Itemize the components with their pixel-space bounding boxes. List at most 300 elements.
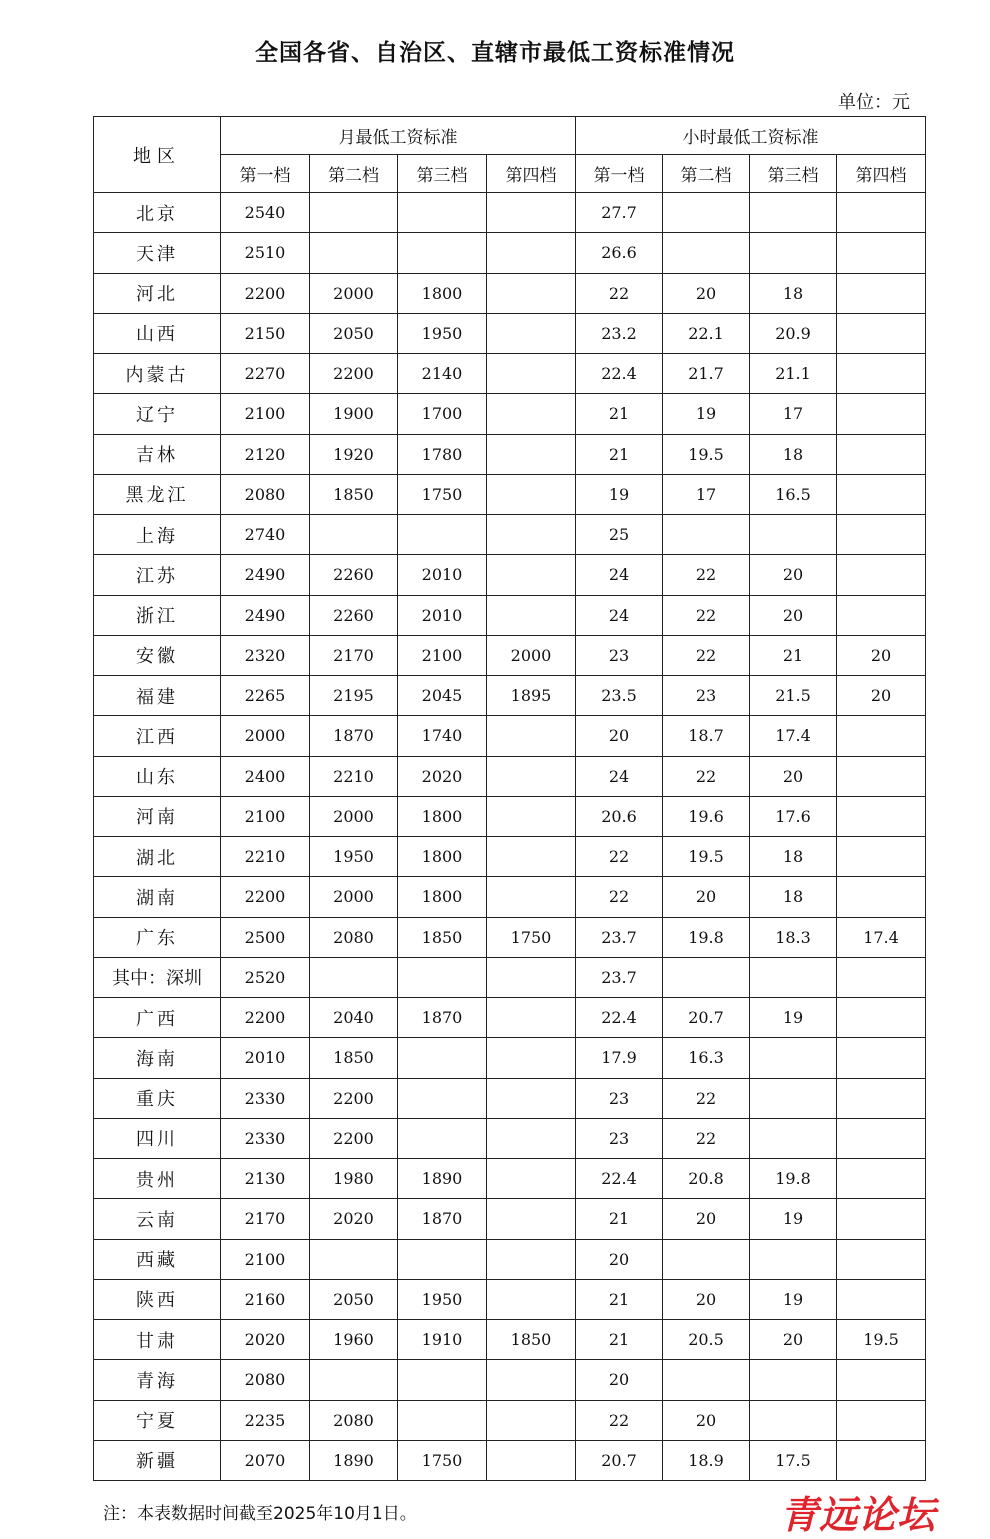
hourly-tier-4-cell <box>837 193 926 233</box>
hourly-tier-3-cell: 20.9 <box>750 313 837 353</box>
hourly-tier-4-cell <box>837 1118 926 1158</box>
hourly-tier-2-cell: 20 <box>663 1279 750 1319</box>
hourly-tier-4-cell <box>837 1279 926 1319</box>
monthly-tier-3-cell: 1890 <box>398 1159 487 1199</box>
monthly-tier-2-cell: 2260 <box>310 595 398 635</box>
hourly-tier-4-header: 第四档 <box>837 155 926 193</box>
monthly-tier-4-cell <box>487 1279 576 1319</box>
hourly-tier-2-cell <box>663 233 750 273</box>
monthly-tier-1-cell: 2400 <box>221 756 310 796</box>
hourly-tier-4-cell <box>837 756 926 796</box>
hourly-tier-2-cell: 23 <box>663 676 750 716</box>
table-row <box>94 313 926 353</box>
hourly-tier-2-cell <box>663 1239 750 1279</box>
hourly-tier-3-cell <box>750 1239 837 1279</box>
monthly-tier-2-cell: 2000 <box>310 796 398 836</box>
hourly-tier-3-cell <box>750 957 837 997</box>
hourly-tier-4-cell <box>837 957 926 997</box>
monthly-tier-1-cell: 2500 <box>221 917 310 957</box>
monthly-tier-1-cell: 2330 <box>221 1078 310 1118</box>
table-row <box>94 354 926 394</box>
monthly-tier-1-cell: 2100 <box>221 796 310 836</box>
hourly-tier-4-cell <box>837 1199 926 1239</box>
hourly-tier-1-cell: 23.5 <box>576 676 663 716</box>
hourly-tier-2-cell <box>663 193 750 233</box>
table-row <box>94 555 926 595</box>
monthly-tier-1-header: 第一档 <box>221 155 310 193</box>
table-row <box>94 273 926 313</box>
monthly-tier-4-cell <box>487 1239 576 1279</box>
hourly-tier-1-cell: 17.9 <box>576 1038 663 1078</box>
table-row <box>94 1078 926 1118</box>
monthly-tier-2-cell: 2020 <box>310 1199 398 1239</box>
hourly-tier-1-cell: 24 <box>576 555 663 595</box>
monthly-tier-4-cell <box>487 1038 576 1078</box>
hourly-tier-4-cell <box>837 1239 926 1279</box>
hourly-tier-3-cell: 17.5 <box>750 1440 837 1480</box>
region-cell: 西藏 <box>94 1239 221 1279</box>
hourly-tier-2-cell: 20 <box>663 1400 750 1440</box>
hourly-tier-1-cell: 20.6 <box>576 796 663 836</box>
hourly-tier-1-cell: 23 <box>576 1078 663 1118</box>
monthly-tier-1-cell: 2520 <box>221 957 310 997</box>
hourly-tier-4-cell <box>837 434 926 474</box>
monthly-tier-1-cell: 2100 <box>221 1239 310 1279</box>
page-title: 全国各省、自治区、直辖市最低工资标准情况 <box>255 40 735 66</box>
region-cell: 陕西 <box>94 1279 221 1319</box>
footnote: 注：本表数据时间截至2025年10月1日。 <box>103 1504 417 1524</box>
monthly-tier-4-cell <box>487 1360 576 1400</box>
hourly-tier-3-cell: 19 <box>750 1199 837 1239</box>
hourly-tier-4-cell <box>837 354 926 394</box>
hourly-tier-4-cell <box>837 394 926 434</box>
hourly-tier-4-cell <box>837 1078 926 1118</box>
monthly-tier-3-cell: 2020 <box>398 756 487 796</box>
hourly-tier-2-cell: 18.7 <box>663 716 750 756</box>
hourly-tier-3-cell: 21.5 <box>750 676 837 716</box>
hourly-tier-4-cell <box>837 515 926 555</box>
hourly-tier-4-cell <box>837 474 926 514</box>
monthly-tier-1-cell: 2160 <box>221 1279 310 1319</box>
hourly-tier-1-cell: 21 <box>576 394 663 434</box>
region-cell: 江苏 <box>94 555 221 595</box>
hourly-tier-2-cell: 20 <box>663 877 750 917</box>
table-row <box>94 917 926 957</box>
monthly-tier-1-cell: 2070 <box>221 1440 310 1480</box>
hourly-tier-3-cell <box>750 1078 837 1118</box>
monthly-tier-2-cell: 2050 <box>310 313 398 353</box>
region-cell: 广西 <box>94 998 221 1038</box>
hourly-tier-4-cell <box>837 1440 926 1480</box>
monthly-tier-1-cell: 2265 <box>221 676 310 716</box>
hourly-tier-3-cell <box>750 233 837 273</box>
hourly-tier-1-cell: 22.4 <box>576 354 663 394</box>
hourly-tier-1-cell: 24 <box>576 756 663 796</box>
hourly-tier-4-cell <box>837 998 926 1038</box>
table-row <box>94 676 926 716</box>
monthly-tier-4-header: 第四档 <box>487 155 576 193</box>
monthly-tier-4-cell <box>487 555 576 595</box>
monthly-tier-4-cell <box>487 756 576 796</box>
monthly-tier-1-cell: 2200 <box>221 998 310 1038</box>
hourly-tier-3-cell: 18 <box>750 434 837 474</box>
hourly-tier-4-cell: 20 <box>837 676 926 716</box>
monthly-tier-3-cell <box>398 1239 487 1279</box>
table-row <box>94 716 926 756</box>
hourly-tier-1-cell: 22 <box>576 877 663 917</box>
table-row <box>94 1440 926 1480</box>
hourly-tier-4-cell <box>837 313 926 353</box>
region-cell: 天津 <box>94 233 221 273</box>
monthly-tier-2-cell: 1870 <box>310 716 398 756</box>
monthly-tier-1-cell: 2000 <box>221 716 310 756</box>
monthly-tier-4-cell <box>487 1118 576 1158</box>
table-row <box>94 233 926 273</box>
hourly-tier-1-cell: 22 <box>576 1400 663 1440</box>
hourly-tier-2-cell: 19.5 <box>663 434 750 474</box>
monthly-tier-1-cell: 2200 <box>221 273 310 313</box>
monthly-tier-4-cell <box>487 877 576 917</box>
monthly-tier-2-cell: 2195 <box>310 676 398 716</box>
monthly-tier-4-cell: 2000 <box>487 635 576 675</box>
hourly-tier-4-cell <box>837 1038 926 1078</box>
monthly-tier-2-cell: 2080 <box>310 1400 398 1440</box>
hourly-tier-1-cell: 21 <box>576 1320 663 1360</box>
monthly-tier-1-cell: 2200 <box>221 877 310 917</box>
monthly-tier-2-cell: 1900 <box>310 394 398 434</box>
hourly-tier-3-cell: 17.4 <box>750 716 837 756</box>
monthly-tier-2-cell: 2260 <box>310 555 398 595</box>
region-cell: 江西 <box>94 716 221 756</box>
monthly-tier-3-cell: 1870 <box>398 998 487 1038</box>
hourly-tier-1-cell: 25 <box>576 515 663 555</box>
region-cell: 黑龙江 <box>94 474 221 514</box>
monthly-tier-2-cell: 2040 <box>310 998 398 1038</box>
monthly-tier-2-cell: 2210 <box>310 756 398 796</box>
region-cell: 贵州 <box>94 1159 221 1199</box>
hourly-tier-4-cell <box>837 796 926 836</box>
table-row <box>94 1400 926 1440</box>
region-cell: 新疆 <box>94 1440 221 1480</box>
monthly-tier-3-cell: 1700 <box>398 394 487 434</box>
monthly-tier-1-cell: 2100 <box>221 394 310 434</box>
monthly-tier-2-cell <box>310 193 398 233</box>
region-cell: 山东 <box>94 756 221 796</box>
hourly-tier-2-cell: 17 <box>663 474 750 514</box>
hourly-tier-2-cell: 22 <box>663 756 750 796</box>
monthly-tier-2-cell <box>310 1360 398 1400</box>
monthly-tier-2-header: 第二档 <box>310 155 398 193</box>
monthly-tier-2-cell: 2170 <box>310 635 398 675</box>
hourly-tier-4-cell <box>837 1159 926 1199</box>
monthly-tier-1-cell: 2130 <box>221 1159 310 1199</box>
monthly-tier-4-cell <box>487 233 576 273</box>
table-row <box>94 434 926 474</box>
hourly-tier-3-cell <box>750 515 837 555</box>
monthly-tier-1-cell: 2020 <box>221 1320 310 1360</box>
monthly-tier-3-cell: 2100 <box>398 635 487 675</box>
monthly-tier-3-cell <box>398 1400 487 1440</box>
monthly-tier-1-cell: 2235 <box>221 1400 310 1440</box>
hourly-tier-4-cell <box>837 233 926 273</box>
hourly-tier-1-cell: 19 <box>576 474 663 514</box>
table-row <box>94 837 926 877</box>
region-cell: 吉林 <box>94 434 221 474</box>
hourly-tier-1-cell: 23.7 <box>576 957 663 997</box>
monthly-tier-3-cell: 2010 <box>398 595 487 635</box>
monthly-tier-4-cell <box>487 474 576 514</box>
hourly-tier-4-cell <box>837 273 926 313</box>
monthly-tier-4-cell <box>487 193 576 233</box>
region-cell: 青海 <box>94 1360 221 1400</box>
monthly-tier-4-cell <box>487 394 576 434</box>
monthly-tier-1-cell: 2320 <box>221 635 310 675</box>
hourly-tier-2-cell: 22 <box>663 595 750 635</box>
hourly-tier-1-cell: 22 <box>576 837 663 877</box>
monthly-tier-3-cell <box>398 515 487 555</box>
region-cell: 重庆 <box>94 1078 221 1118</box>
monthly-tier-1-cell: 2080 <box>221 1360 310 1400</box>
table-row <box>94 474 926 514</box>
monthly-tier-3-cell <box>398 1118 487 1158</box>
table-row <box>94 756 926 796</box>
region-cell: 上海 <box>94 515 221 555</box>
hourly-tier-3-cell: 18.3 <box>750 917 837 957</box>
region-cell: 福建 <box>94 676 221 716</box>
region-cell: 海南 <box>94 1038 221 1078</box>
monthly-tier-4-cell <box>487 796 576 836</box>
hourly-tier-3-cell: 21.1 <box>750 354 837 394</box>
monthly-tier-2-cell: 1960 <box>310 1320 398 1360</box>
monthly-tier-2-cell: 2200 <box>310 1118 398 1158</box>
monthly-tier-3-cell <box>398 1038 487 1078</box>
monthly-tier-3-cell: 1950 <box>398 313 487 353</box>
monthly-tier-4-cell <box>487 1078 576 1118</box>
region-cell: 广东 <box>94 917 221 957</box>
hourly-tier-1-cell: 21 <box>576 1199 663 1239</box>
hourly-tier-1-cell: 23.7 <box>576 917 663 957</box>
monthly-tier-3-cell: 1800 <box>398 877 487 917</box>
monthly-tier-2-cell: 2200 <box>310 1078 398 1118</box>
table-row <box>94 394 926 434</box>
hourly-tier-3-cell <box>750 193 837 233</box>
min-wage-table <box>93 116 926 1481</box>
table-row <box>94 1320 926 1360</box>
hourly-tier-4-cell <box>837 837 926 877</box>
hourly-tier-3-cell <box>750 1360 837 1400</box>
hourly-tier-4-cell <box>837 555 926 595</box>
table-row <box>94 1199 926 1239</box>
hourly-tier-3-cell: 17 <box>750 394 837 434</box>
region-cell: 浙江 <box>94 595 221 635</box>
hourly-tier-3-header: 第三档 <box>750 155 837 193</box>
hourly-tier-1-cell: 20 <box>576 716 663 756</box>
monthly-tier-4-cell <box>487 434 576 474</box>
monthly-tier-1-cell: 2210 <box>221 837 310 877</box>
hourly-tier-2-cell: 22 <box>663 1118 750 1158</box>
monthly-tier-3-cell: 1800 <box>398 837 487 877</box>
hourly-tier-4-cell <box>837 1360 926 1400</box>
hourly-tier-2-cell: 20.7 <box>663 998 750 1038</box>
region-cell: 河南 <box>94 796 221 836</box>
hourly-tier-1-cell: 22 <box>576 273 663 313</box>
table-row <box>94 635 926 675</box>
hourly-tier-1-cell: 21 <box>576 1279 663 1319</box>
monthly-tier-2-cell: 1980 <box>310 1159 398 1199</box>
hourly-tier-2-cell: 19 <box>663 394 750 434</box>
monthly-tier-1-cell: 2080 <box>221 474 310 514</box>
monthly-tier-1-cell: 2120 <box>221 434 310 474</box>
hourly-tier-3-cell <box>750 1118 837 1158</box>
hourly-tier-2-cell: 20.8 <box>663 1159 750 1199</box>
hourly-tier-2-cell <box>663 515 750 555</box>
table-row <box>94 1038 926 1078</box>
monthly-tier-4-cell: 1850 <box>487 1320 576 1360</box>
hourly-tier-1-cell: 20 <box>576 1239 663 1279</box>
hourly-tier-3-cell: 20 <box>750 555 837 595</box>
hourly-tier-3-cell: 17.6 <box>750 796 837 836</box>
table-body <box>94 193 926 1481</box>
hourly-tier-2-cell: 19.5 <box>663 837 750 877</box>
region-cell: 北京 <box>94 193 221 233</box>
region-cell: 河北 <box>94 273 221 313</box>
hourly-tier-1-cell: 21 <box>576 434 663 474</box>
hourly-tier-2-cell: 22 <box>663 555 750 595</box>
region-cell: 甘肃 <box>94 1320 221 1360</box>
hourly-tier-3-cell: 19 <box>750 998 837 1038</box>
monthly-tier-2-cell: 2000 <box>310 877 398 917</box>
monthly-tier-3-cell <box>398 1078 487 1118</box>
monthly-tier-4-cell <box>487 515 576 555</box>
monthly-tier-4-cell <box>487 273 576 313</box>
table-row <box>94 796 926 836</box>
monthly-tier-2-cell <box>310 515 398 555</box>
monthly-tier-3-cell: 2045 <box>398 676 487 716</box>
monthly-tier-3-cell: 1750 <box>398 1440 487 1480</box>
table-row <box>94 1239 926 1279</box>
monthly-tier-3-header: 第三档 <box>398 155 487 193</box>
hourly-tier-4-cell: 20 <box>837 635 926 675</box>
hourly-tier-1-cell: 22.4 <box>576 998 663 1038</box>
hourly-tier-2-cell: 21.7 <box>663 354 750 394</box>
hourly-tier-2-cell <box>663 1360 750 1400</box>
monthly-tier-4-cell <box>487 595 576 635</box>
table-row <box>94 957 926 997</box>
monthly-tier-1-cell: 2490 <box>221 595 310 635</box>
hourly-tier-1-cell: 24 <box>576 595 663 635</box>
region-cell: 其中：深圳 <box>94 957 221 997</box>
monthly-tier-3-cell: 1910 <box>398 1320 487 1360</box>
monthly-tier-1-cell: 2490 <box>221 555 310 595</box>
table-row <box>94 998 926 1038</box>
monthly-tier-3-cell <box>398 233 487 273</box>
unit-label: 单位：元 <box>838 92 910 113</box>
table-row <box>94 1159 926 1199</box>
monthly-tier-1-cell: 2540 <box>221 193 310 233</box>
hourly-tier-3-cell: 20 <box>750 756 837 796</box>
monthly-tier-3-cell <box>398 193 487 233</box>
monthly-tier-4-cell <box>487 313 576 353</box>
hourly-tier-4-cell <box>837 877 926 917</box>
hourly-tier-4-cell <box>837 1400 926 1440</box>
monthly-tier-3-cell: 1750 <box>398 474 487 514</box>
hourly-tier-1-cell: 23 <box>576 1118 663 1158</box>
hourly-tier-4-cell <box>837 595 926 635</box>
monthly-tier-1-cell: 2740 <box>221 515 310 555</box>
monthly-tier-4-cell <box>487 1440 576 1480</box>
hourly-tier-1-cell: 26.6 <box>576 233 663 273</box>
monthly-tier-4-cell <box>487 716 576 756</box>
hourly-tier-2-cell: 20.5 <box>663 1320 750 1360</box>
table-row <box>94 595 926 635</box>
hourly-tier-3-cell: 21 <box>750 635 837 675</box>
hourly-tier-2-header: 第二档 <box>663 155 750 193</box>
region-cell: 宁夏 <box>94 1400 221 1440</box>
monthly-tier-2-cell: 1850 <box>310 474 398 514</box>
monthly-tier-4-cell: 1895 <box>487 676 576 716</box>
monthly-tier-3-cell: 1870 <box>398 1199 487 1239</box>
region-cell: 辽宁 <box>94 394 221 434</box>
monthly-tier-4-cell <box>487 957 576 997</box>
hourly-tier-3-cell: 18 <box>750 273 837 313</box>
monthly-tier-2-cell: 1890 <box>310 1440 398 1480</box>
monthly-tier-1-cell: 2150 <box>221 313 310 353</box>
hourly-tier-4-cell: 19.5 <box>837 1320 926 1360</box>
monthly-tier-2-cell: 1920 <box>310 434 398 474</box>
monthly-tier-4-cell <box>487 1199 576 1239</box>
hourly-tier-1-cell: 20.7 <box>576 1440 663 1480</box>
hourly-tier-2-cell <box>663 957 750 997</box>
hourly-tier-4-cell: 17.4 <box>837 917 926 957</box>
region-header: 地区 <box>94 117 221 193</box>
monthly-tier-1-cell: 2330 <box>221 1118 310 1158</box>
monthly-tier-3-cell: 1950 <box>398 1279 487 1319</box>
hourly-tier-2-cell: 19.8 <box>663 917 750 957</box>
monthly-tier-4-cell <box>487 837 576 877</box>
monthly-tier-1-cell: 2510 <box>221 233 310 273</box>
monthly-tier-4-cell <box>487 998 576 1038</box>
hourly-tier-3-cell: 20 <box>750 1320 837 1360</box>
monthly-tier-4-cell <box>487 1400 576 1440</box>
hourly-tier-3-cell: 18 <box>750 877 837 917</box>
table-row <box>94 515 926 555</box>
hourly-tier-3-cell: 19 <box>750 1279 837 1319</box>
table-row <box>94 1360 926 1400</box>
hourly-tier-2-cell: 18.9 <box>663 1440 750 1480</box>
hourly-tier-2-cell: 20 <box>663 273 750 313</box>
hourly-tier-3-cell <box>750 1400 837 1440</box>
table-row <box>94 1118 926 1158</box>
hourly-tier-3-cell <box>750 1038 837 1078</box>
hourly-tier-2-cell: 16.3 <box>663 1038 750 1078</box>
hourly-tier-1-cell: 27.7 <box>576 193 663 233</box>
monthly-tier-1-cell: 2170 <box>221 1199 310 1239</box>
monthly-tier-3-cell: 1850 <box>398 917 487 957</box>
monthly-tier-1-cell: 2010 <box>221 1038 310 1078</box>
monthly-tier-3-cell <box>398 1360 487 1400</box>
hourly-tier-3-cell: 18 <box>750 837 837 877</box>
hourly-tier-1-header: 第一档 <box>576 155 663 193</box>
table-row <box>94 193 926 233</box>
region-cell: 山西 <box>94 313 221 353</box>
monthly-tier-4-cell <box>487 1159 576 1199</box>
hourly-tier-3-cell: 16.5 <box>750 474 837 514</box>
monthly-tier-3-cell: 2010 <box>398 555 487 595</box>
region-cell: 内蒙古 <box>94 354 221 394</box>
monthly-tier-2-cell: 2000 <box>310 273 398 313</box>
hourly-tier-1-cell: 22.4 <box>576 1159 663 1199</box>
hourly-tier-1-cell: 20 <box>576 1360 663 1400</box>
